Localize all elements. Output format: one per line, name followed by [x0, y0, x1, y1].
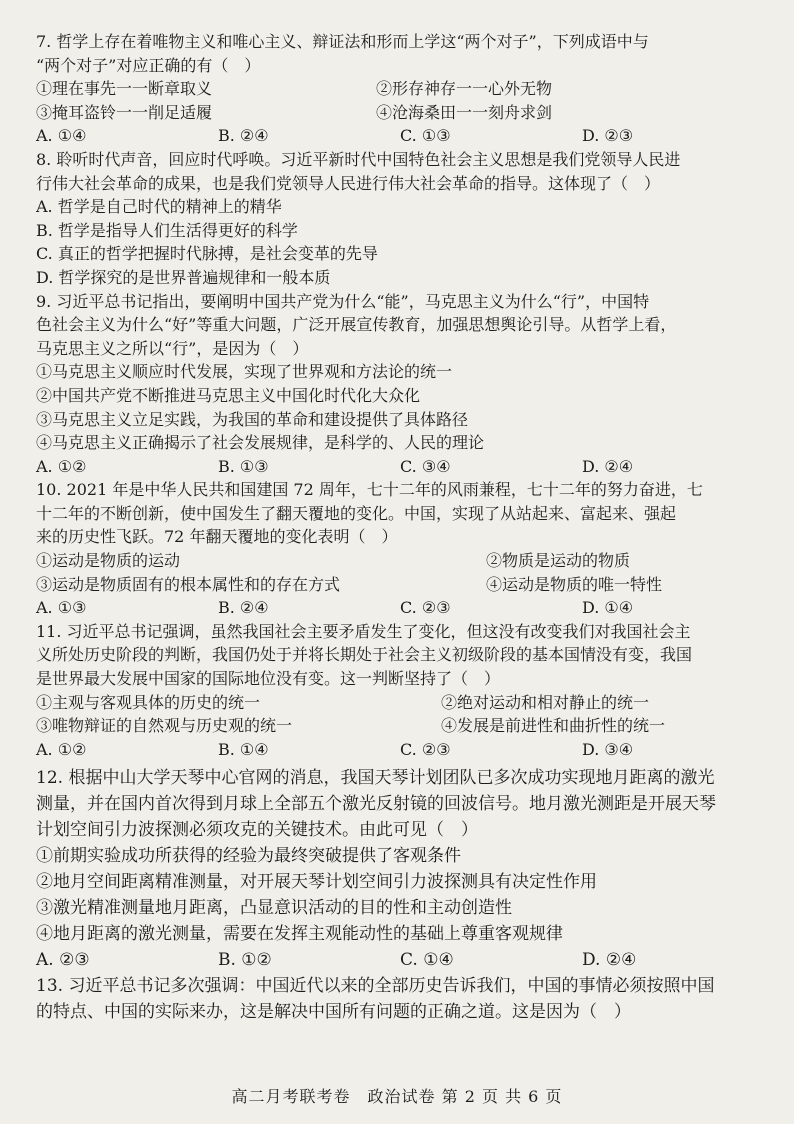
question-stem: 8. 聆听时代声音，回应时代呼唤。习近平新时代中国特色社会主义思想是我们党领导人民进 [36, 149, 681, 169]
answer-a: A. ②③ [36, 950, 90, 971]
question-13 [36, 973, 764, 1025]
question-stem: “两个对子”对应正确的有（ ） [36, 55, 261, 75]
question-10 [36, 478, 764, 620]
answer-d: D. ③④ [582, 739, 634, 759]
answer-c: C. ③④ [400, 456, 451, 476]
question-stem: 11. 习近平总书记强调，虽然我国社会主要矛盾发生了变化，但这没有改变我们对我国社会主 [36, 621, 691, 641]
question-stem: 十二年的不断创新，使中国发生了翻天覆地的变化。中国，实现了从站起来、富起来、强起 [36, 503, 677, 523]
choice-4: ④马克思主义正确揭示了社会发展规律，是科学的、人民的理论 [36, 433, 485, 453]
choice-4: ④地月距离的激光测量，需要在发挥主观能动性的基础上尊重客观规律 [36, 924, 563, 945]
question-stem: 13. 习近平总书记多次强调：中国近代以来的全部历史告诉我们，中国的事情必须按照中国 [36, 976, 715, 997]
answer-c: C. 真正的哲学把握时代脉搏，是社会变革的先导 [36, 244, 378, 264]
choice-2: ②中国共产党不断推进马克思主义中国化时代化大众化 [36, 385, 421, 405]
choice-4: ④沧海桑田一一刻舟求剑 [376, 102, 553, 122]
choice-3: ③激光精准测量地月距离，凸显意识活动的目的性和主动创造性 [36, 898, 512, 919]
question-stem: 色社会主义为什么“好”等重大问题，广泛开展宣传教育，加强思想舆论引导。从哲学上看， [36, 315, 677, 335]
question-stem: 义所处历史阶段的判断，我国仍处于并将长期处于社会主义初级阶段的基本国情没有变，我国 [36, 645, 693, 665]
choice-3: ③运动是物质固有的根本属性和的存在方式 [36, 574, 341, 594]
answer-b: B. ①④ [218, 739, 269, 759]
answer-d: D. ②③ [582, 126, 634, 146]
answer-c: C. ①④ [400, 950, 454, 971]
question-8 [36, 148, 764, 290]
answer-d: D. ①④ [582, 598, 634, 618]
question-12 [36, 765, 764, 973]
answer-b: B. ②④ [218, 598, 269, 618]
answer-b: B. ①② [218, 950, 272, 971]
question-stem: 测量，并在国内首次得到月球上全部五个激光反射镜的回波信号。地月激光测距是开展天琴 [36, 794, 716, 815]
choice-2: ②绝对运动和相对静止的统一 [441, 692, 650, 712]
answer-a: A. 哲学是自己时代的精神上的精华 [36, 197, 282, 217]
answer-c: C. ②③ [400, 739, 451, 759]
question-stem: 的特点、中国的实际来办，这是解决中国所有问题的正确之道。这是因为（ ） [36, 1002, 631, 1023]
choice-3: ③唯物辩证的自然观与历史观的统一 [36, 716, 293, 736]
choice-3: ③掩耳盗铃一一削足适履 [36, 102, 213, 122]
answer-c: C. ②③ [400, 598, 451, 618]
choice-3: ③马克思主义立足实践，为我国的革命和建设提供了具体路径 [36, 409, 469, 429]
question-stem: 行伟大社会革命的成果，也是我们党领导人民进行伟大社会革命的指导。这体现了（ ） [36, 173, 661, 193]
choice-1: ①马克思主义顺应时代发展，实现了世界观和方法论的统一 [36, 362, 453, 382]
answer-a: A. ①② [36, 456, 87, 476]
choice-1: ①运动是物质的运动 [36, 551, 181, 571]
answer-c: C. ①③ [400, 126, 451, 146]
choice-1: ①主观与客观具体的历史的统一 [36, 692, 261, 712]
answer-b: B. ②④ [218, 126, 269, 146]
answer-d: D. 哲学探究的是世界普遍规律和一般本质 [36, 267, 331, 287]
answer-b: B. ①③ [218, 456, 269, 476]
page-footer: 高二月考联考卷 政治试卷 第 2 页 共 6 页 [231, 1087, 563, 1106]
question-7 [36, 30, 764, 148]
answer-a: A. ①③ [36, 598, 87, 618]
choice-1: ①理在事先一一断章取义 [36, 79, 213, 99]
question-stem: 计划空间引力波探测必须攻克的关键技术。由此可见（ ） [36, 820, 478, 841]
answer-a: A. ①② [36, 739, 87, 759]
choice-1: ①前期实验成功所获得的经验为最终突破提供了客观条件 [36, 846, 461, 867]
question-stem: 12. 根据中山大学天琴中心官网的消息，我国天琴计划团队已多次成功实现地月距离的激光 [36, 768, 715, 789]
answer-a: A. ①④ [36, 126, 87, 146]
choice-2: ②形存神存一一心外无物 [376, 79, 553, 99]
answer-b: B. 哲学是指导人们生活得更好的科学 [36, 220, 298, 240]
question-9 [36, 290, 764, 479]
question-stem: 9. 习近平总书记指出，要阐明中国共产党为什么“能”，马克思主义为什么“行”，中国特 [36, 291, 650, 311]
choice-2: ②地月空间距离精准测量，对开展天琴计划空间引力波探测具有决定性作用 [36, 872, 597, 893]
question-stem: 来的历史性飞跃。72 年翻天覆地的变化表明（ ） [36, 527, 398, 547]
question-stem: 是世界最大发展中国家的国际地位没有变。这一判断坚持了（ ） [36, 669, 501, 689]
question-stem: 10. 2021 年是中华人民共和国建国 72 周年，七十二年的风雨兼程，七十二年的努力奋进，七 [36, 480, 703, 500]
question-stem: 7. 哲学上存在着唯物主义和唯心主义、辩证法和形而上学这“两个对子”，下列成语中与 [36, 32, 649, 51]
answer-d: D. ②④ [582, 456, 634, 476]
choice-4: ④发展是前进性和曲折性的统一 [441, 716, 666, 736]
choice-2: ②物质是运动的物质 [486, 551, 631, 571]
choice-4: ④运动是物质的唯一特性 [486, 574, 663, 594]
question-stem: 马克思主义之所以“行”，是因为（ ） [36, 338, 309, 358]
question-11 [36, 620, 764, 762]
answer-d: D. ②④ [582, 950, 637, 971]
